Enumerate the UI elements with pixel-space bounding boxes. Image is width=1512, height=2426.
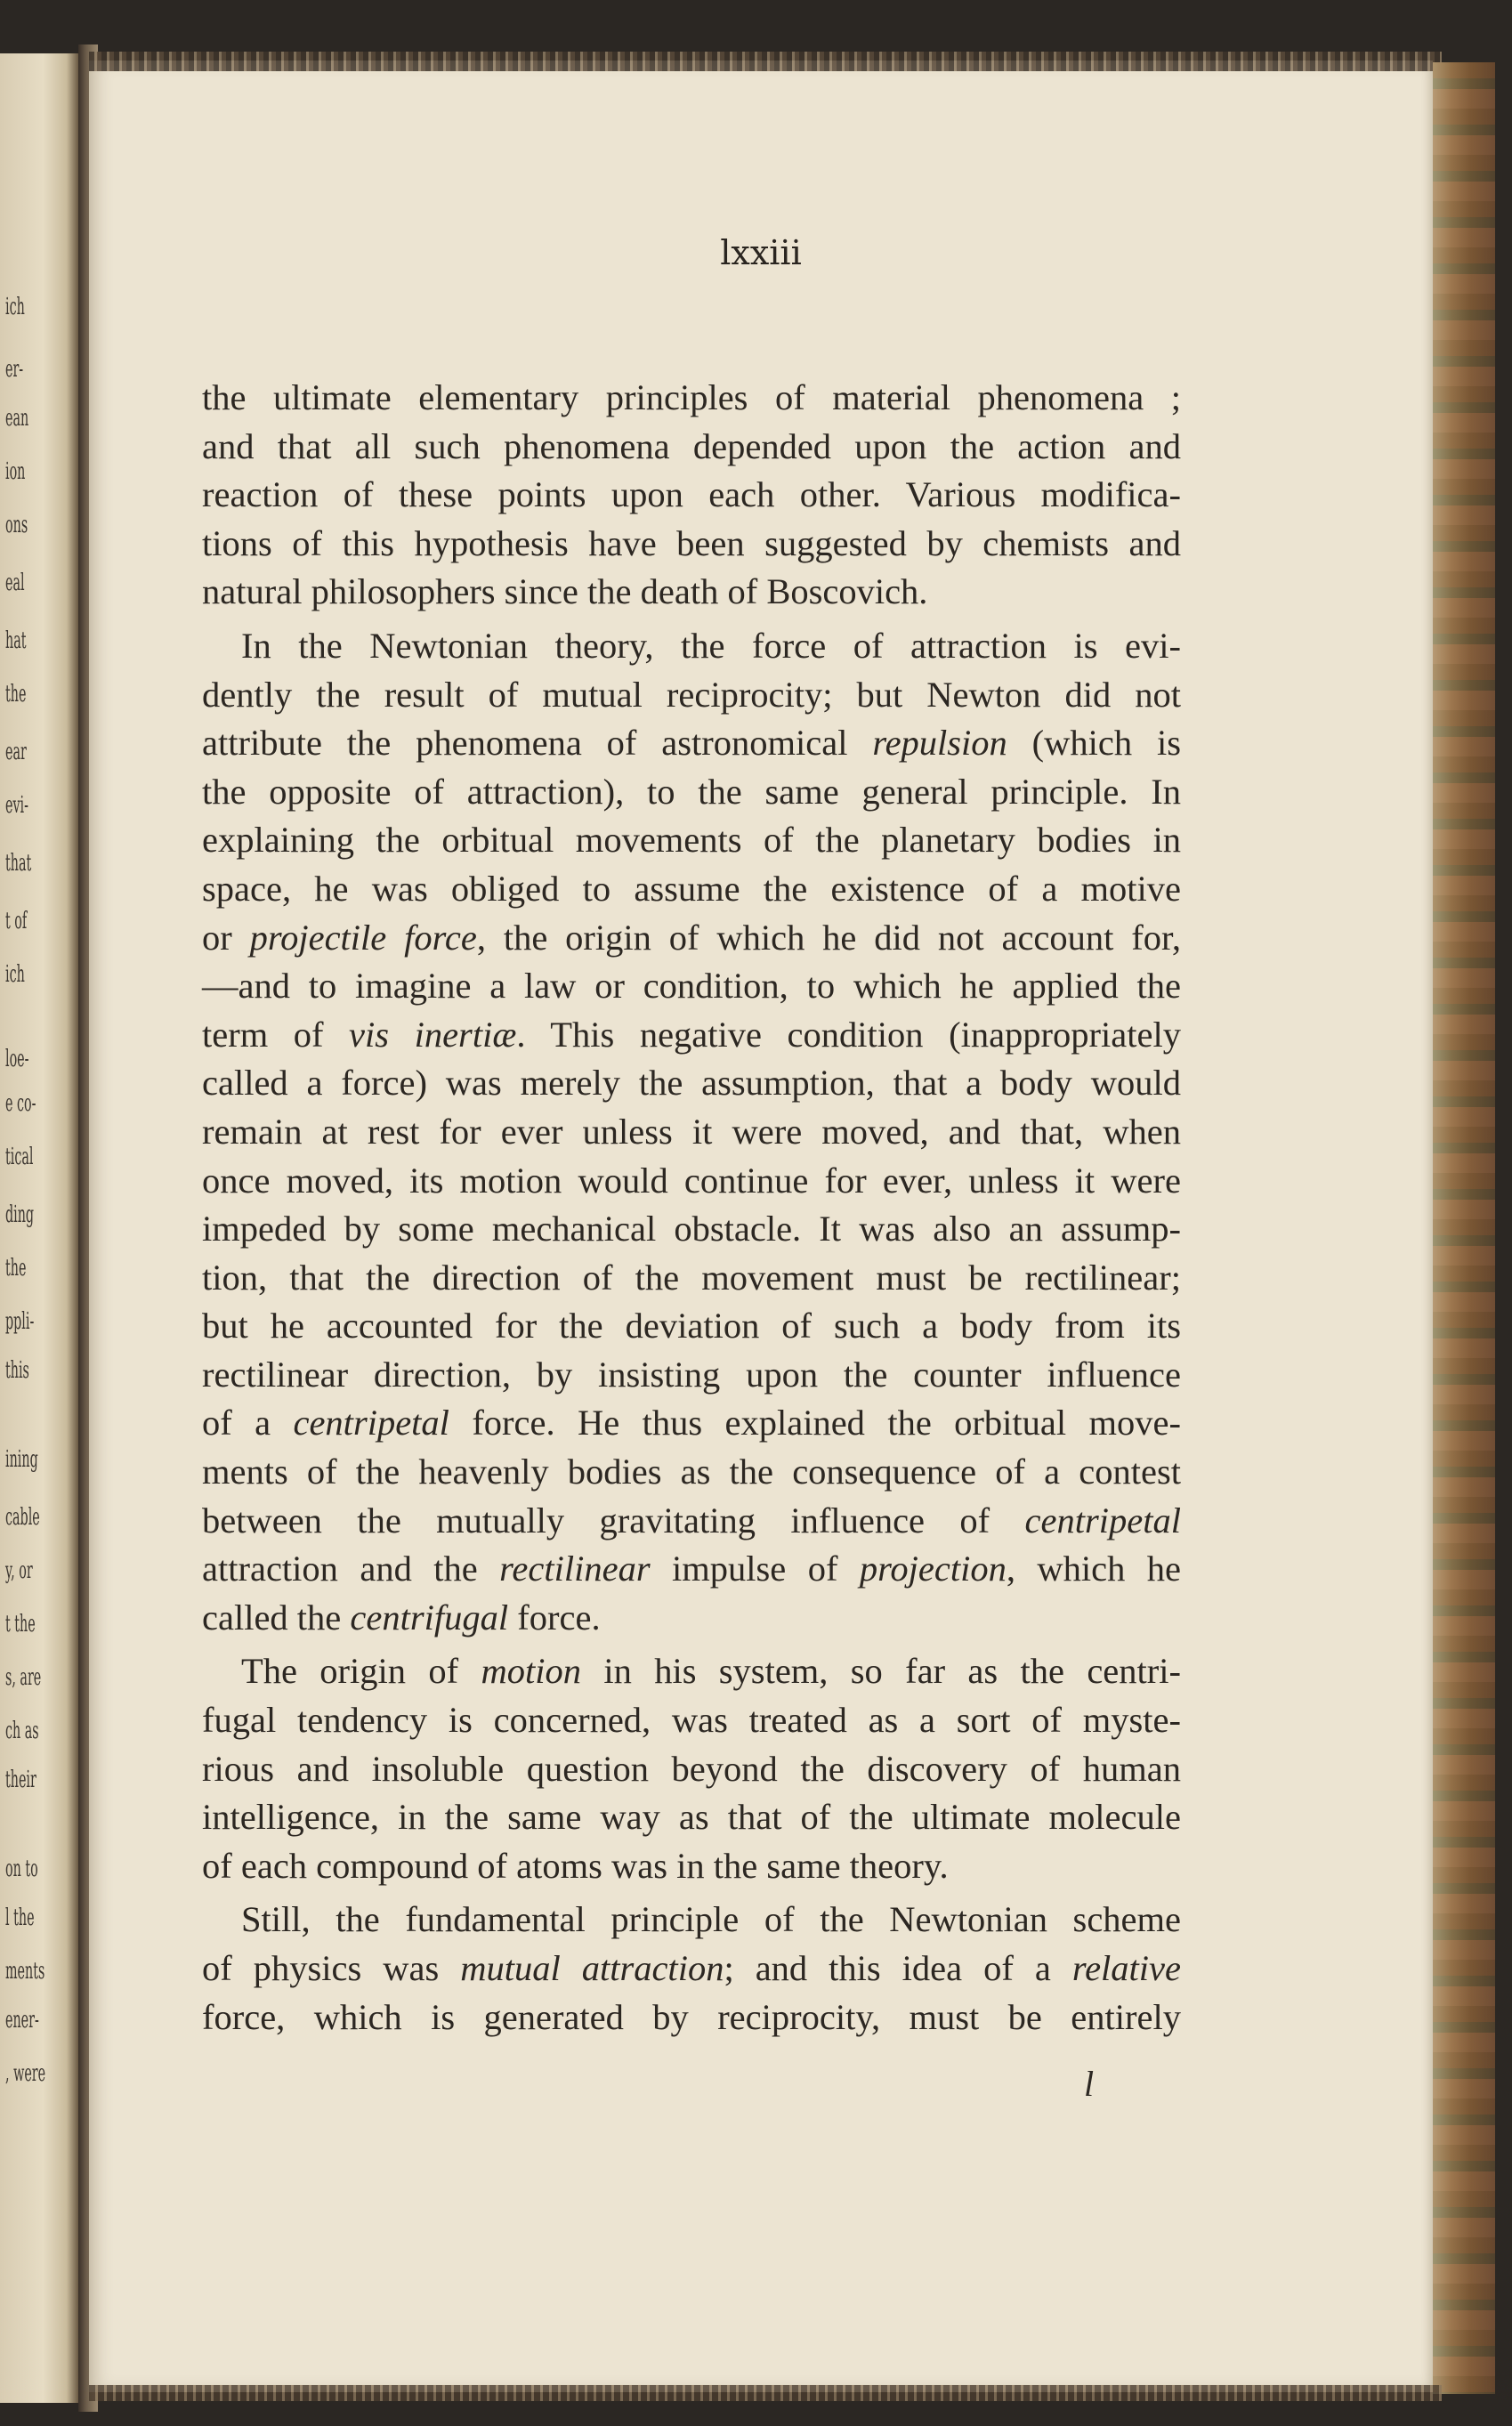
page-bottom-edge <box>89 2385 1442 2401</box>
text-line: space, he was obliged to assume the existence of a motive <box>202 868 1181 909</box>
facing-page-text-fragment: ons <box>5 512 28 538</box>
body-text <box>202 374 1181 2042</box>
text-line: term of vis inertiæ. This negative condition (inappropriately <box>202 1014 1181 1055</box>
text-line: dently the result of mutual reciprocity; but Newton did not <box>202 674 1181 715</box>
facing-page-edge <box>0 53 78 2403</box>
text-line: called the centrifugal force. <box>202 1597 601 1638</box>
text-line: ments of the heavenly bodies as the consequence of a contest <box>202 1452 1181 1492</box>
facing-page-text-fragment: t of <box>5 908 28 934</box>
text-line: force, which is generated by reciprocity, must be entirely <box>202 1996 1181 2037</box>
facing-page-text-fragment: ding <box>5 1201 35 1228</box>
facing-page-text-fragment: s, are <box>5 1664 42 1691</box>
text-line: intelligence, in the same way as that of the ultimate molecule <box>202 1797 1181 1838</box>
facing-page-text-fragment: evi- <box>5 792 28 819</box>
facing-page-text-fragment: ch as <box>5 1718 39 1744</box>
facing-page-text-fragment: this <box>5 1357 29 1384</box>
facing-page-text-fragment: loe- <box>5 1046 29 1072</box>
text-line: of a centripetal force. He thus explained the orbitual move- <box>202 1403 1181 1443</box>
text-line: impeded by some mechanical obstacle. It was also an assump- <box>202 1209 1181 1249</box>
text-line: the opposite of attraction), to the same general principle. In <box>202 771 1181 812</box>
facing-page-text-fragment: er- <box>5 356 24 383</box>
facing-page-text-fragment: cable <box>5 1504 40 1531</box>
text-line: tion, that the direction of the movement must be rectilinear; <box>202 1257 1181 1298</box>
facing-page-text-fragment: e co- <box>5 1090 36 1117</box>
facing-page-text-fragment: the <box>5 1255 27 1282</box>
facing-page-text-fragment: ion <box>5 458 26 485</box>
italic-term: motion <box>481 1651 581 1692</box>
italic-term: projectile force <box>249 917 477 958</box>
text-line: attraction and the rectilinear impulse of projection, which he <box>202 1549 1181 1589</box>
facing-page-text-fragment: that <box>5 850 32 877</box>
text-line: of physics was mutual attraction; and this idea of a relative <box>202 1948 1182 1988</box>
text-line: reaction of these points upon each other. Various modifica- <box>202 474 1181 515</box>
text-line: the ultimate elementary principles of material phenomena ; <box>202 377 1181 417</box>
facing-page-text-fragment: ments <box>5 1958 45 1985</box>
text-line: and that all such phenomena depended upon the action and <box>202 425 1181 466</box>
facing-page-text-fragment: l the <box>5 1904 35 1931</box>
text-line: rious and insoluble question beyond the discovery of human <box>202 1748 1181 1789</box>
text-line: remain at rest for ever unless it were moved, and that, when <box>202 1111 1181 1152</box>
page-top-edge <box>89 52 1442 71</box>
text-line: fugal tendency is concerned, was treated as a sort of myste- <box>202 1700 1181 1741</box>
italic-term: repulsion <box>872 723 1007 764</box>
italic-term: centripetal <box>1024 1500 1181 1541</box>
facing-page-text-fragment: hat <box>5 627 27 654</box>
text-line: or projectile force, the origin of which he did not account for, <box>202 917 1181 958</box>
italic-term: vis inertiæ <box>349 1014 517 1055</box>
text-line: rectilinear direction, by insisting upon the counter influence <box>202 1354 1181 1395</box>
text-line: In the Newtonian theory, the force of attraction is evi- <box>241 625 1181 666</box>
facing-page-text-fragment: ean <box>5 405 29 432</box>
italic-term: centripetal <box>293 1403 449 1443</box>
text-line: once moved, its motion would continue for ever, unless it were <box>202 1160 1181 1201</box>
marbled-fore-edge <box>1433 62 1495 2394</box>
facing-page-text-fragment: the <box>5 681 27 708</box>
text-line: explaining the orbitual movements of the planetary bodies in <box>202 820 1181 861</box>
signature-mark: l <box>1084 2064 1095 2104</box>
facing-page-text-fragment: ener- <box>5 2007 39 2034</box>
facing-page-text-fragment: eal <box>5 570 25 596</box>
facing-page-text-fragment: ich <box>5 961 25 988</box>
facing-page-text-fragment: t the <box>5 1611 36 1638</box>
text-line: Still, the fundamental principle of the Newtonian scheme <box>241 1899 1181 1940</box>
text-line: of each compound of atoms was in the same theory. <box>202 1845 949 1886</box>
facing-page-text-fragment: ining <box>5 1446 38 1473</box>
italic-term: relative <box>1071 1948 1182 1988</box>
facing-page-text-fragment: tical <box>5 1144 34 1170</box>
text-line: attribute the phenomena of astronomical repulsion (which is <box>202 723 1181 764</box>
page-number: lxxiii <box>720 233 802 272</box>
facing-page-text-fragment: on to <box>5 1856 38 1882</box>
italic-term: rectilinear <box>499 1549 651 1589</box>
italic-term: mutual attraction <box>460 1948 724 1988</box>
text-line: natural philosophers since the death of Boscovich. <box>202 571 928 612</box>
facing-page-text-fragment: y, or <box>5 1557 33 1584</box>
italic-term: centrifugal <box>350 1597 509 1638</box>
text-line: but he accounted for the deviation of such a body from its <box>202 1306 1181 1346</box>
text-line: called a force) was merely the assumption, that a body would <box>202 1063 1181 1104</box>
text-line: tions of this hypothesis have been suggested by chemists and <box>202 522 1181 563</box>
facing-page-text-fragment: ich <box>5 294 25 320</box>
facing-page-text-fragment: ear <box>5 739 27 765</box>
italic-term: projection <box>859 1549 1007 1589</box>
text-line: between the mutually gravitating influence of centripetal <box>202 1500 1181 1541</box>
facing-page-text-fragment: ppli- <box>5 1308 35 1335</box>
text-line: The origin of motion in his system, so far as the centri- <box>241 1651 1181 1692</box>
text-line: —and to imagine a law or condition, to which he applied the <box>202 966 1181 1007</box>
facing-page-text-fragment: their <box>5 1767 36 1793</box>
facing-page-text-fragment: , were <box>5 2060 46 2087</box>
